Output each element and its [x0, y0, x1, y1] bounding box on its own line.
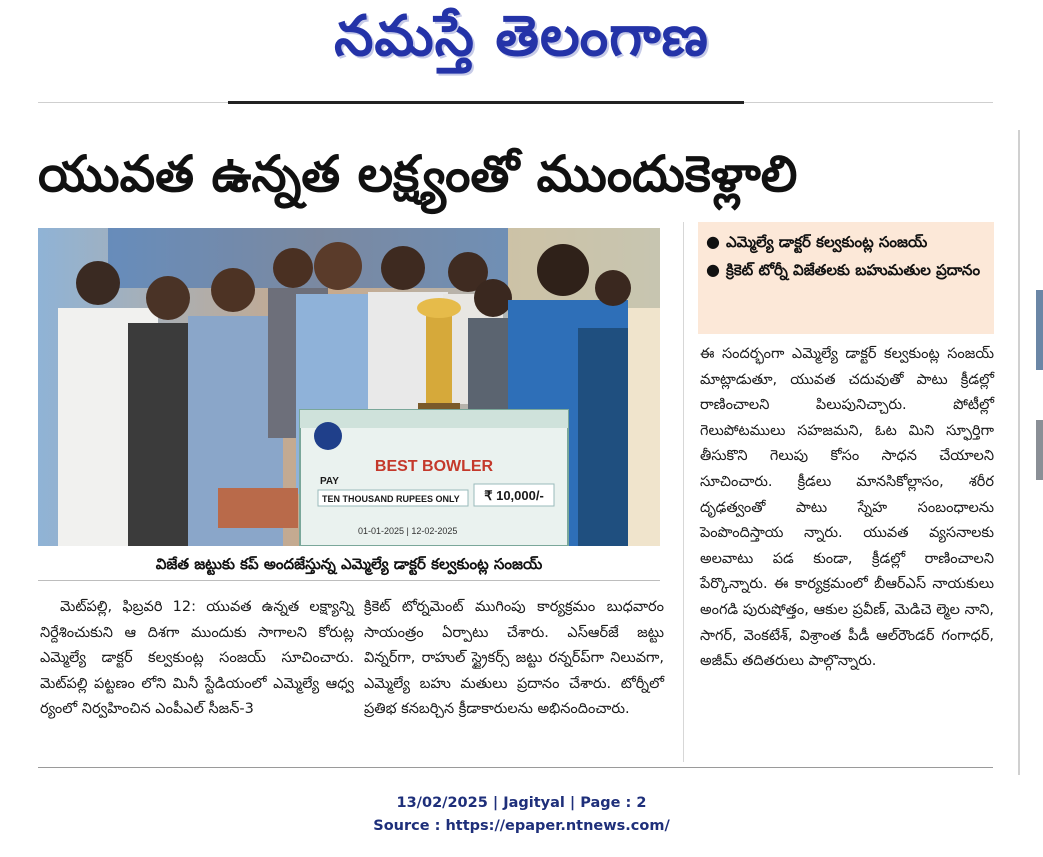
- next-column-divider: [1018, 130, 1020, 775]
- article-column-3: [700, 342, 994, 675]
- adjacent-article-photo-edge: [1036, 290, 1043, 370]
- highlight-item: [706, 256, 986, 284]
- article-column-2: [364, 595, 664, 723]
- source-link[interactable]: Source : https://epaper.ntnews.com/: [373, 818, 670, 834]
- article-headline: యువత ఉన్నత లక్ష్యంతో ముందుకెళ్లాలి: [38, 145, 798, 203]
- caption-rule: [38, 580, 660, 581]
- cheque-amount: ₹ 10,000/-: [484, 488, 544, 503]
- article-photo: [38, 228, 660, 546]
- photo-caption: విజేత జట్టుకు కప్ అందజేస్తున్న ఎమ్మెల్యే డాక్టర్ కల్వకుంట్ల సంజయ్: [155, 555, 543, 573]
- article-column-1: [40, 595, 354, 723]
- masthead-rule-bold: [228, 101, 744, 104]
- bullet-icon: ●: [706, 260, 720, 279]
- bullet-icon: ●: [706, 232, 720, 251]
- highlight-text: క్రికెట్ టోర్నీ విజేతలకు బహుమతుల ప్రదానం: [726, 261, 981, 279]
- highlight-item: [706, 228, 986, 256]
- article-paragraph: ఈ సందర్భంగా ఎమ్మెల్యే డాక్టర్ కల్వకుంట్ల సంజయ్ మాట్లాడుతూ, యువత చదువుతో పాటు క్రీడల్లో రాణించాలని పిలుపునిచ్చారు. పోటీల్లో గెలుపోటములు సహజమని, ఓట మిని స్ఫూర్తిగా తీసుకొని గెలుపు కోసం సాధన చేయాలని సూచించారు. క్రీడలు మానసికోల్లాసం, శరీర దృఢత్వంతో పాటు స్నేహ సంబంధాలను పెంపొందిస్తాయ న్నారు. యువత వ్యసనాలకు అలవాటు పడ కుండా, క్రీడల్లో రాణించాలని పేర్కొన్నారు. ఈ కార్యక్రమంలో బీఆర్‌ఎస్ నాయకులు అంగడి పురుషోత్తం, ఆకుల ప్రవీణ్, మెడిచె ల్మెల నాని, సాగర్, వెంకటేశ్, విశ్రాంత పీడీ ఆల్‌రౌండర్ గంగాధర్, అజీమ్ తదితరులు పాల్గొన్నారు.: [700, 346, 994, 670]
- cheque-amount-words: TEN THOUSAND RUPEES ONLY: [322, 494, 460, 504]
- masthead-logo: నమస్తే తెలంగాణ: [334, 4, 709, 69]
- cheque-pay: PAY: [320, 476, 339, 487]
- adjacent-article-photo-edge-2: [1036, 420, 1043, 480]
- column-divider: [683, 222, 684, 762]
- highlight-text: ఎమ్మెల్యే డాక్టర్ కల్వకుంట్ల సంజయ్: [726, 233, 928, 251]
- cheque-dates: 01-01-2025 | 12-02-2025: [358, 526, 458, 536]
- cheque-title: BEST BOWLER: [374, 458, 494, 475]
- highlights-box: [698, 222, 994, 334]
- article-paragraph: మెట్‌పల్లి, ఫిబ్రవరి 12: యువత ఉన్నత లక్ష్యాన్ని నిర్దేశించుకుని ఆ దిశగా ముందుకు సాగాలని కోరుట్ల ఎమ్మెల్యే డాక్టర్ కల్వకుంట్ల సంజయ్ సూచించారు. మెట్‌పల్లి పట్టణం లోని మినీ స్టేడియంలో ఎమ్మెల్యే ఆధ్వ ర్యంలో నిర్వహించిన ఎంపీఎల్ సీజన్-3: [40, 599, 354, 718]
- page-info: 13/02/2025 | Jagityal | Page : 2: [396, 795, 647, 811]
- article-bottom-rule: [38, 767, 993, 768]
- article-paragraph: క్రికెట్ టోర్నమెంట్ ముగింపు కార్యక్రమం బుధవారం సాయంత్రం ఏర్పాటు చేశారు. ఎస్‌ఆర్‌జే జట్టు విన్నర్‌గా, రాహుల్ స్ట్రైకర్స్ జట్టు రన్నర్‌ప్‌గా నిలువగా, ఎమ్మెల్యే బహు మతులు ప్రదానం చేశారు. టోర్నీలో ప్రతిభ కనబర్చిన క్రీడాకారులను అభినందించారు.: [364, 599, 664, 718]
